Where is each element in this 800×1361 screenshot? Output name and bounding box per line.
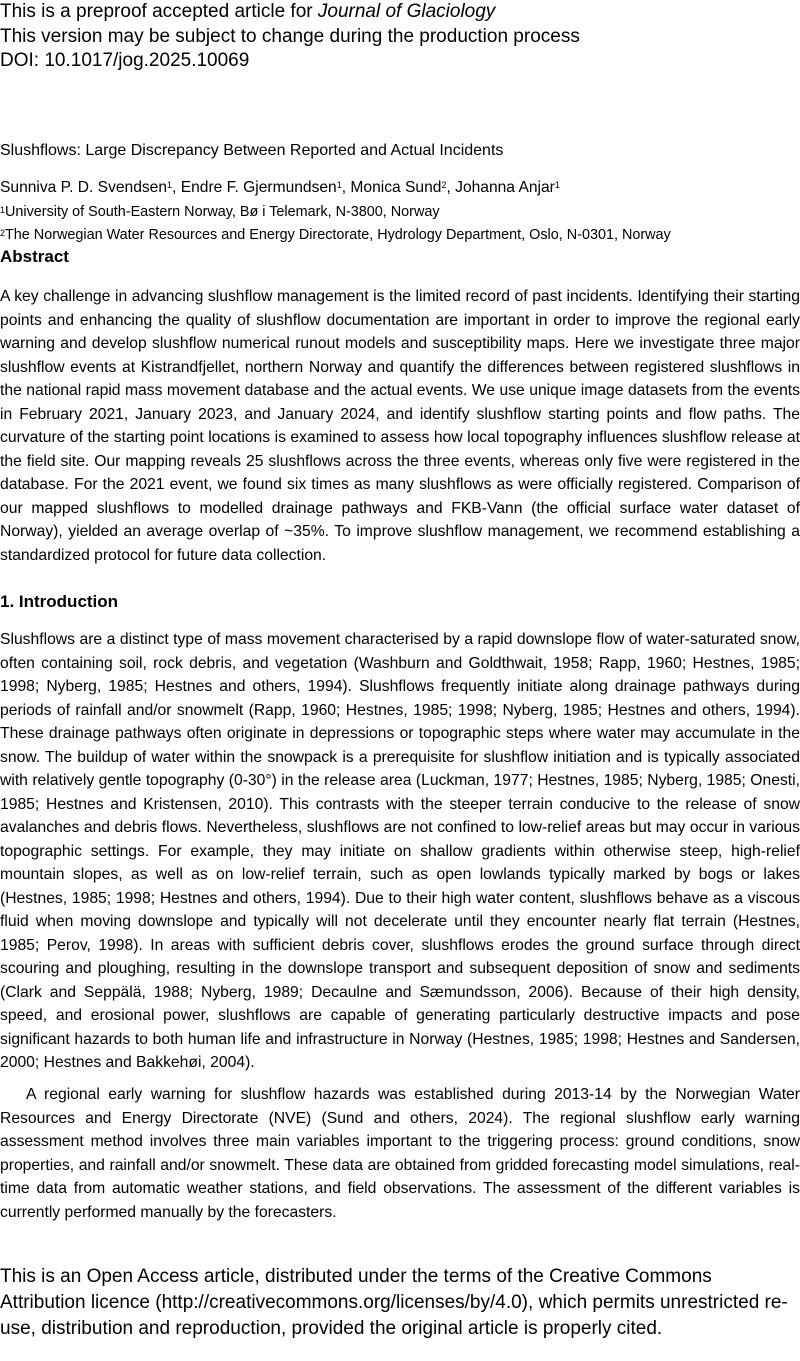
affiliation-1: $^1$University of South-Eastern Norway, Bø i Telemark, N-3800, Norway	[0, 204, 440, 220]
journal-name: Journal of Glaciology	[317, 1, 496, 22]
author-affiliation-marker: 2	[441, 180, 447, 190]
author-list: Sunniva P. D. Svendsen$^1$, Endre F. Gjermundsen$^1$, Monica Sund$^2$, Johanna Anjar$^1$	[0, 179, 560, 196]
introduction-heading: 1. Introduction	[0, 592, 119, 611]
author-name: Endre F. Gjermundsen	[180, 179, 337, 196]
preproof-line-2: This version may be subject to change during the production process	[0, 25, 580, 47]
doi-line: DOI: 10.1017/jog.2025.10069	[0, 50, 250, 71]
article-title: Slushflows: Large Discrepancy Between Reported and Actual Incidents	[0, 142, 504, 159]
author-name: Johanna Anjar	[455, 179, 555, 196]
author-name: Monica Sund	[350, 179, 442, 196]
introduction-paragraph-1: Slushflows are a distinct type of mass movement characterised by a rapid downslope flow of water-saturated snow, often containing soil, rock debris, and vegetation (Washburn and Goldthwait, 1958; Rapp, 1960; Hestnes, 1985; 1998; Nyberg, 1985; Hestnes and others, 1994). Slushflows frequently initiate along drainage pathways during periods of rainfall and/or snowmelt (Rapp, 1960; Hestnes, 1985; 1998; Nyberg, 1985; Hestnes and others, 1994). These drainage pathways often originate in depressions or topographic steps where water may accumulate in the snow. The buildup of water within the snowpack is a prerequisite for slushflow initiation and is typically associated with relatively gentle topography (0-30°) in the release area (Luckman, 1977; Hestnes, 1985; Nyberg, 1985; Onesti, 1985; Hestnes and Kristensen, 2010). This contrasts with the steeper terrain conducive to the release of snow avalanches and debris flows. Nevertheless, slushflows are not confined to low-relief areas but may occur in various topographic settings. For example, they may initiate on shallow gradients within otherwise steep, high-relief mountain slopes, as well as on low-relief terrain, such as open lowlands typically marked by bogs or lakes (Hestnes, 1985; 1998; Hestnes and others, 1994). Due to their high water content, slushflows behave as a viscous fluid when moving downslope and typically will not decelerate until they encounter nearly flat terrain (Hestnes, 1985; Perov, 1998). In areas with sufficient debris cover, slushflows erodes the ground surface through direct scouring and ploughing, resulting in the downslope transport and subsequent deposition of snow and sediments (Clark and Seppälä, 1988; Nyberg, 1989; Decaulne and Sæmundsson, 2006). Because of their high density, speed, and erosional power, slushflows are capable of generating particularly destructive impacts and pose significant hazards to both human life and infrastructure in Norway (Hestnes, 1985; 1998; Hestnes and Sandersen, 2000; Hestnes and Bakkehøi, 2004).	[0, 631, 800, 1071]
author-affiliation-marker: 1	[336, 180, 342, 190]
abstract-text: A key challenge in advancing slushflow management is the limited record of past incidents. Identifying their starting points and enhancing the quality of slushflow documentation are important in order to improve the regional early warning and develop slushflow numerical runout models and susceptibility maps. Here we investigate three major slushflow events at Kistrandfjellet, northern Norway and quantify the differences between registered slushflows in the national rapid mass movement database and the actual events. We use unique image datasets from the events in February 2021, January 2023, and January 2024, and identify slushflow starting points and flow paths. The curvature of the starting point locations is examined to assess how local topography influences slushflow release at the field site. Our mapping reveals 25 slushflows across the three events, whereas only five were registered in the database. For the 2021 event, we found six times as many slushflows as were officially registered. Comparison of our mapped slushflows to modelled drainage pathways and FKB-Vann (the official surface water dataset of Norway), yielded an average overlap of ~35%. To improve slushflow management, we recommend establishing a standardized protocol for future data collection.	[0, 288, 800, 564]
author-affiliation-marker: 1	[554, 180, 560, 190]
preproof-notice	[0, 0, 580, 74]
preproof-line-1: This is a preproof accepted article for Journal of Glaciology	[0, 1, 496, 22]
abstract-heading: Abstract	[0, 247, 69, 266]
author-affiliation-marker: 1	[167, 180, 173, 190]
license-notice: This is an Open Access article, distributed under the terms of the Creative Commons Attribution licence (http://creativecommons.org/licenses/by/4.0), which permits unrestricted re- use, distribution and reproduction, provided the original article is properly cited.	[0, 1266, 788, 1339]
introduction-paragraph-2: A regional early warning for slushflow hazards was established during 2013-14 by the Norwegian Water Resources and Energy Directorate (NVE) (Sund and others, 2024). The regional slushflow early warning assessment method involves three main variables important to the triggering process: ground conditions, snow properties, and rainfall and/or snowmelt. These data are obtained from gridded forecasting model simulations, real-time data from automatic weather stations, and field observations. The assessment of the different variables is currently performed manually by the forecasters.	[0, 1086, 800, 1221]
affiliation-2: $^2$The Norwegian Water Resources and Energy Directorate, Hydrology Department, Oslo, N-0301, Norway	[0, 227, 671, 243]
author-name: Sunniva P. D. Svendsen	[0, 179, 168, 196]
